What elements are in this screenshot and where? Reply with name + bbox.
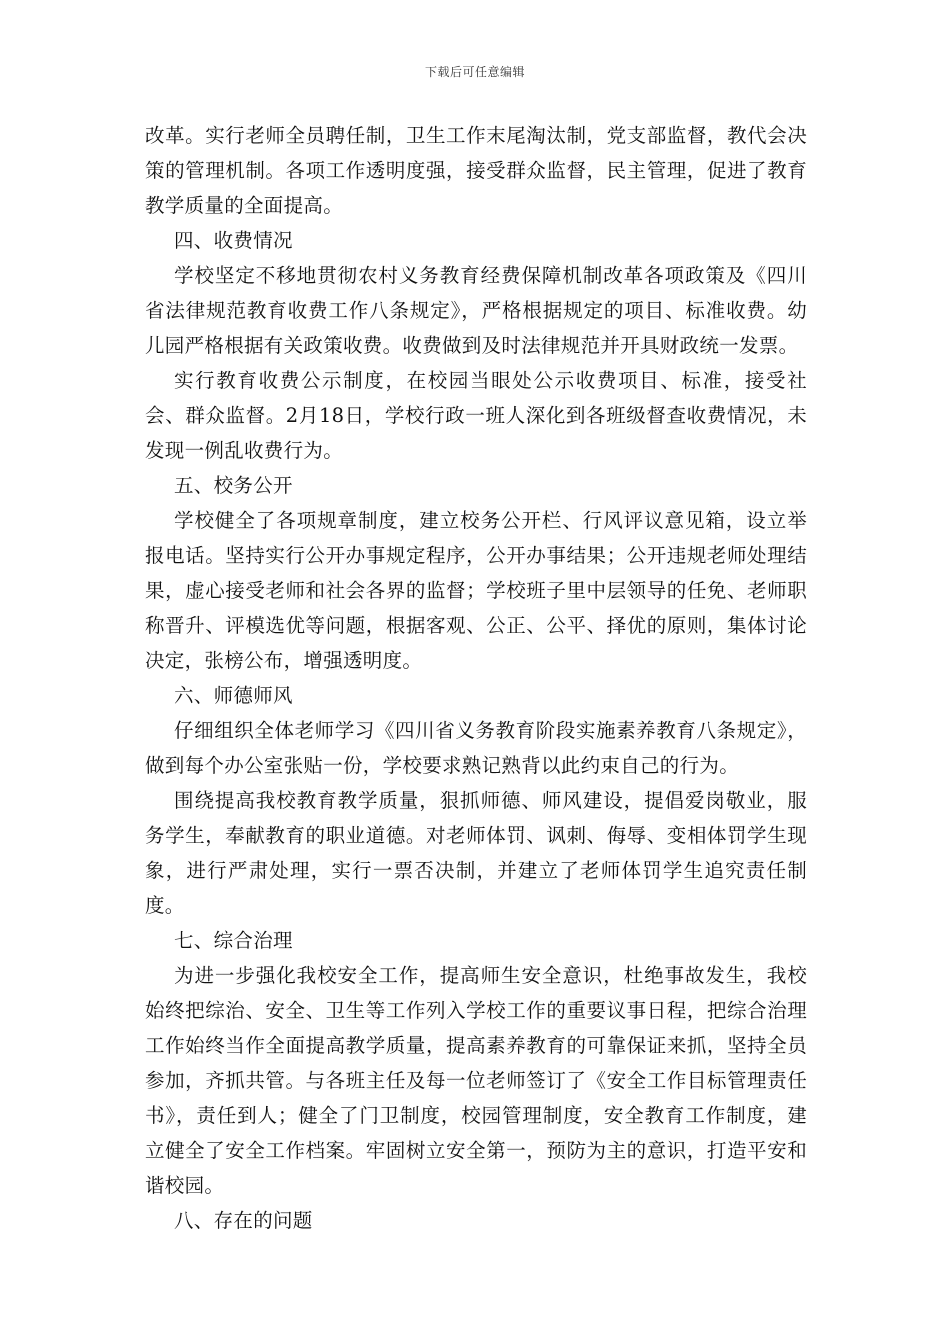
document-body xyxy=(145,118,807,1238)
paragraph-teacher-ethics-building: 围绕提高我校教育教学质量，狠抓师德、师风建设，提倡爱岗敬业，服务学生，奉献教育的职业道德。对老师体罚、讽刺、侮辱、变相体罚学生现象，进行严肃处理，实行一票否决制，并建立了老师体罚学生追究责任制度。 xyxy=(145,789,807,917)
section-heading-comprehensive-governance: 七、综合治理 xyxy=(174,929,293,952)
section-heading-fees: 四、收费情况 xyxy=(174,229,293,252)
section-heading-existing-problems: 八、存在的问题 xyxy=(174,1209,313,1232)
section-heading-teacher-ethics: 六、师德师风 xyxy=(174,684,293,707)
page-header: 下载后可任意编辑 xyxy=(424,65,525,79)
section-heading-school-affairs: 五、校务公开 xyxy=(174,474,293,497)
paragraph-fees-policy: 学校坚定不移地贯彻农村义务教育经费保障机制改革各项政策及《四川省法律规范教育收费工作八条规定》，严格根据规定的项目、标准收费。幼儿园严格根据有关政策收费。收费做到及时法律规范并开具财政统一发票。 xyxy=(145,264,807,357)
paragraph-teacher-ethics-study: 仔细组织全体老师学习《四川省义务教育阶段实施素养教育八条规定》，做到每个办公室张贴一份，学校要求熟记熟背以此约束自己的行为。 xyxy=(145,719,807,777)
paragraph-fees-disclosure: 实行教育收费公示制度，在校园当眼处公示收费项目、标准，接受社会、群众监督。2月18日，学校行政一班人深化到各班级督查收费情况，未发现一例乱收费行为。 xyxy=(145,369,807,462)
paragraph-reform-continued: 改革。实行老师全员聘任制，卫生工作末尾淘汰制，党支部监督，教代会决策的管理机制。各项工作透明度强，接受群众监督，民主管理，促进了教育教学质量的全面提高。 xyxy=(145,124,807,217)
paragraph-comprehensive-governance: 为进一步强化我校安全工作，提高师生安全意识，杜绝事故发生，我校始终把综治、安全、卫生等工作列入学校工作的重要议事日程，把综合治理工作始终当作全面提高教学质量，提高素养教育的可靠保证来抓，坚持全员参加，齐抓共管。与各班主任及每一位老师签订了《安全工作目标管理责任书》，责任到人；健全了门卫制度，校园管理制度，安全教育工作制度，建立健全了安全工作档案。牢固树立安全第一，预防为主的意识，打造平安和谐校园。 xyxy=(145,964,807,1197)
paragraph-school-affairs: 学校健全了各项规章制度，建立校务公开栏、行风评议意见箱，设立举报电话。坚持实行公开办事规定程序，公开办事结果；公开违规老师处理结果，虚心接受老师和社会各界的监督；学校班子里中层领导的任免、老师职称晋升、评模选优等问题，根据客观、公正、公平、择优的原则，集体讨论决定，张榜公布，增强透明度。 xyxy=(145,509,807,672)
